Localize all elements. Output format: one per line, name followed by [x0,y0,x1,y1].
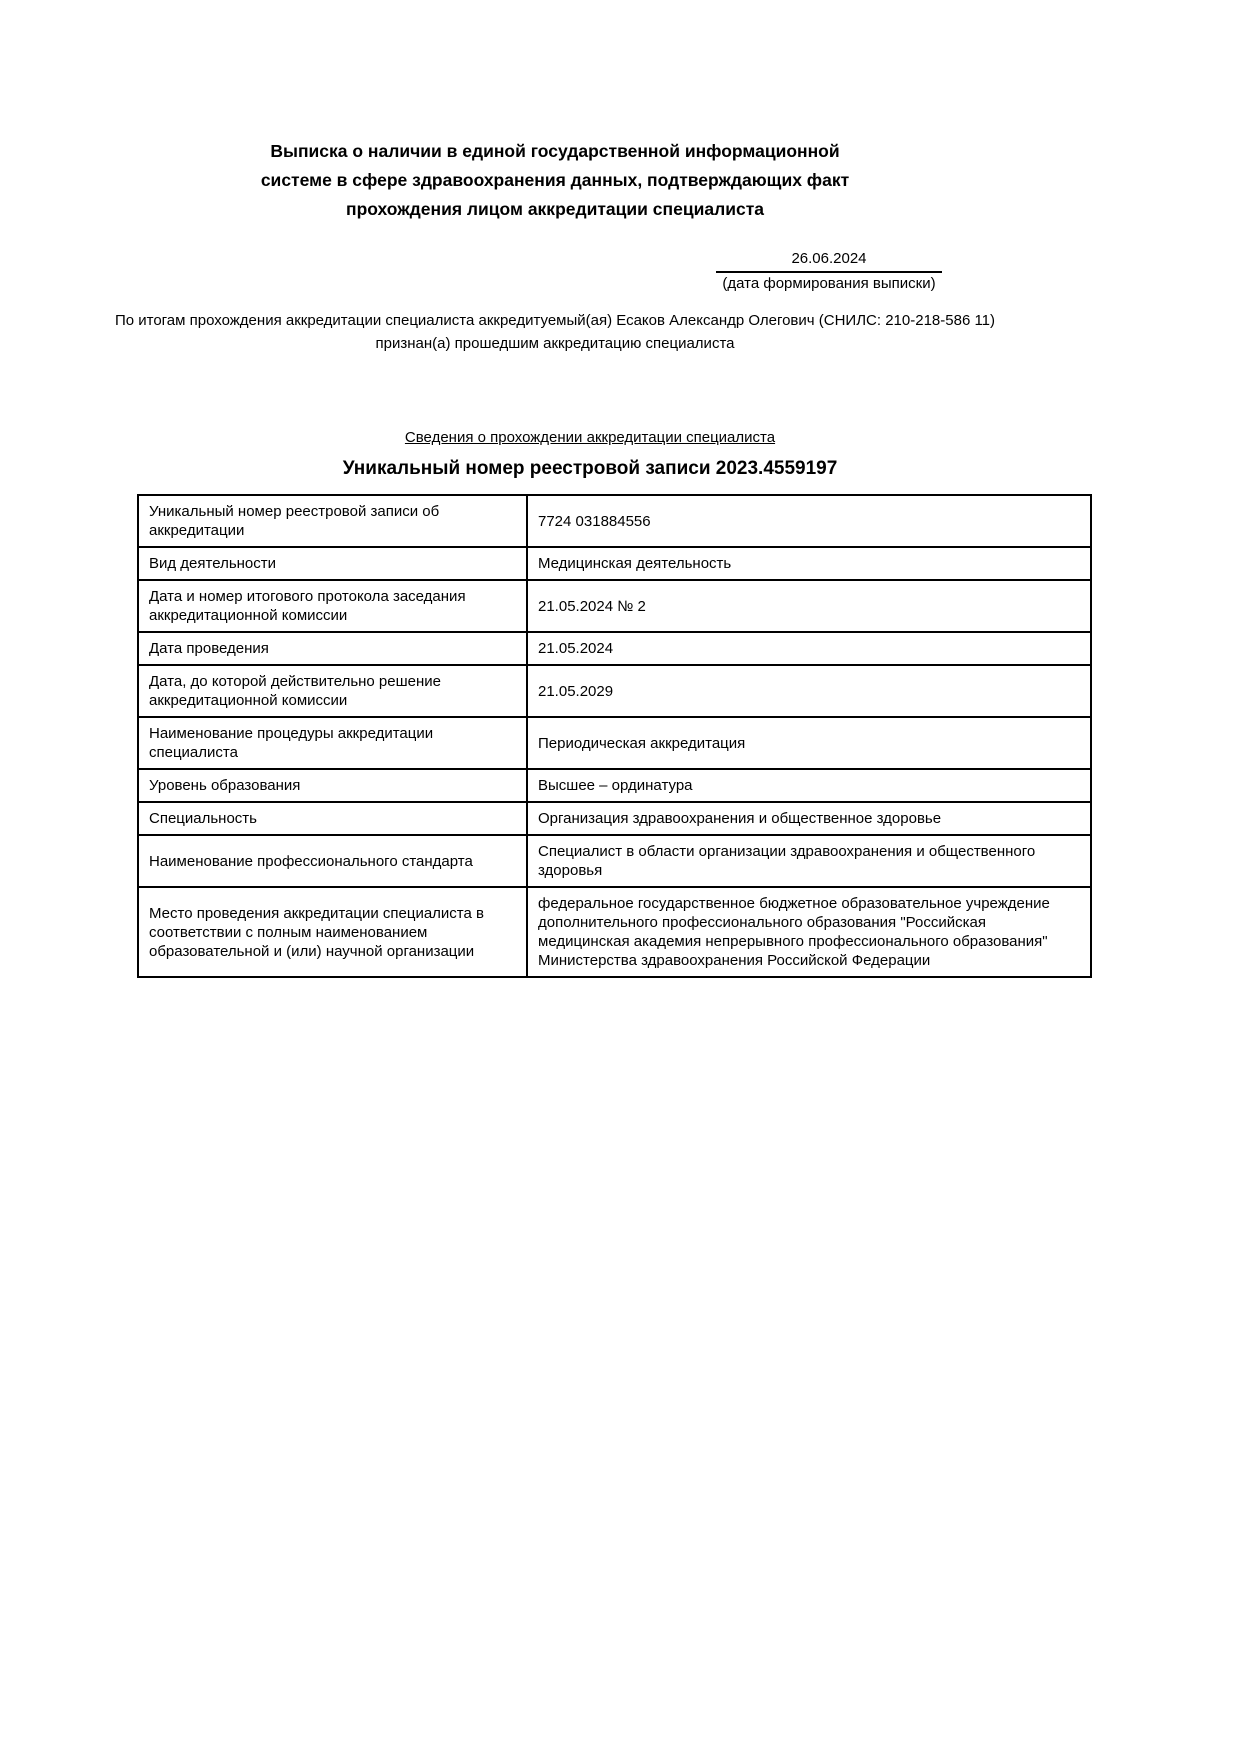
row-label-cell: Уровень образования [138,769,527,802]
row-label-cell: Дата и номер итогового протокола заседания аккредитационной комиссии [138,580,527,632]
issue-date-value: 26.06.2024 [716,249,942,273]
row-label-cell: Специальность [138,802,527,835]
section-heading [140,428,1040,448]
table-row [138,547,1091,580]
section-heading-text: Сведения о прохождении аккредитации специалиста [404,429,776,446]
row-label-cell: Уникальный номер реестровой записи об аккредитации [138,495,527,547]
row-value-cell: Периодическая аккредитация [527,717,1091,769]
table-row [138,769,1091,802]
table-row [138,495,1091,547]
document-title [160,137,950,224]
accreditation-table [137,494,1092,978]
intro-line: По итогам прохождения аккредитации специалиста аккредитуемый(ая) Есаков Александр Олегович (СНИЛС: 210-218-586 11) [114,312,996,329]
issue-date-block [716,249,942,294]
row-value-cell: 21.05.2024 [527,632,1091,665]
row-label-cell: Место проведения аккредитации специалиста в соответствии с полным наименованием образовательной и (или) научной организации [138,887,527,977]
row-value-cell: Медицинская деятельность [527,547,1091,580]
table-row [138,802,1091,835]
table-row [138,835,1091,887]
row-value-cell: 7724 031884556 [527,495,1091,547]
row-label-cell: Наименование процедуры аккредитации специалиста [138,717,527,769]
intro-paragraph [70,309,1040,355]
table-row [138,887,1091,977]
row-value-cell: Организация здравоохранения и общественное здоровье [527,802,1091,835]
row-value-cell: 21.05.2024 № 2 [527,580,1091,632]
document-title-line: Выписка о наличии в единой государственной информационной [270,141,840,161]
intro-line: признан(а) прошедшим аккредитацию специалиста [375,335,735,352]
row-label-cell: Дата проведения [138,632,527,665]
row-value-cell: Высшее – ординатура [527,769,1091,802]
row-label-cell: Наименование профессионального стандарта [138,835,527,887]
table-row [138,580,1091,632]
row-value-cell: федеральное государственное бюджетное образовательное учреждение дополнительного профессионального образования "Российская медицинская академия непрерывного профессионального образования" Министерства здравоохранения Российской Федерации [527,887,1091,977]
row-value-cell: Специалист в области организации здравоохранения и общественного здоровья [527,835,1091,887]
table-row [138,665,1091,717]
issue-date-caption: (дата формирования выписки) [722,275,936,292]
row-value-cell: 21.05.2029 [527,665,1091,717]
row-label-cell: Вид деятельности [138,547,527,580]
document-title-line: системе в сфере здравоохранения данных, подтверждающих факт [260,170,850,190]
row-label-cell: Дата, до которой действительно решение аккредитационной комиссии [138,665,527,717]
registry-number-heading: Уникальный номер реестровой записи 2023.4559197 [342,458,838,479]
table-row [138,632,1091,665]
table-row [138,717,1091,769]
document-title-line: прохождения лицом аккредитации специалиста [346,199,764,219]
